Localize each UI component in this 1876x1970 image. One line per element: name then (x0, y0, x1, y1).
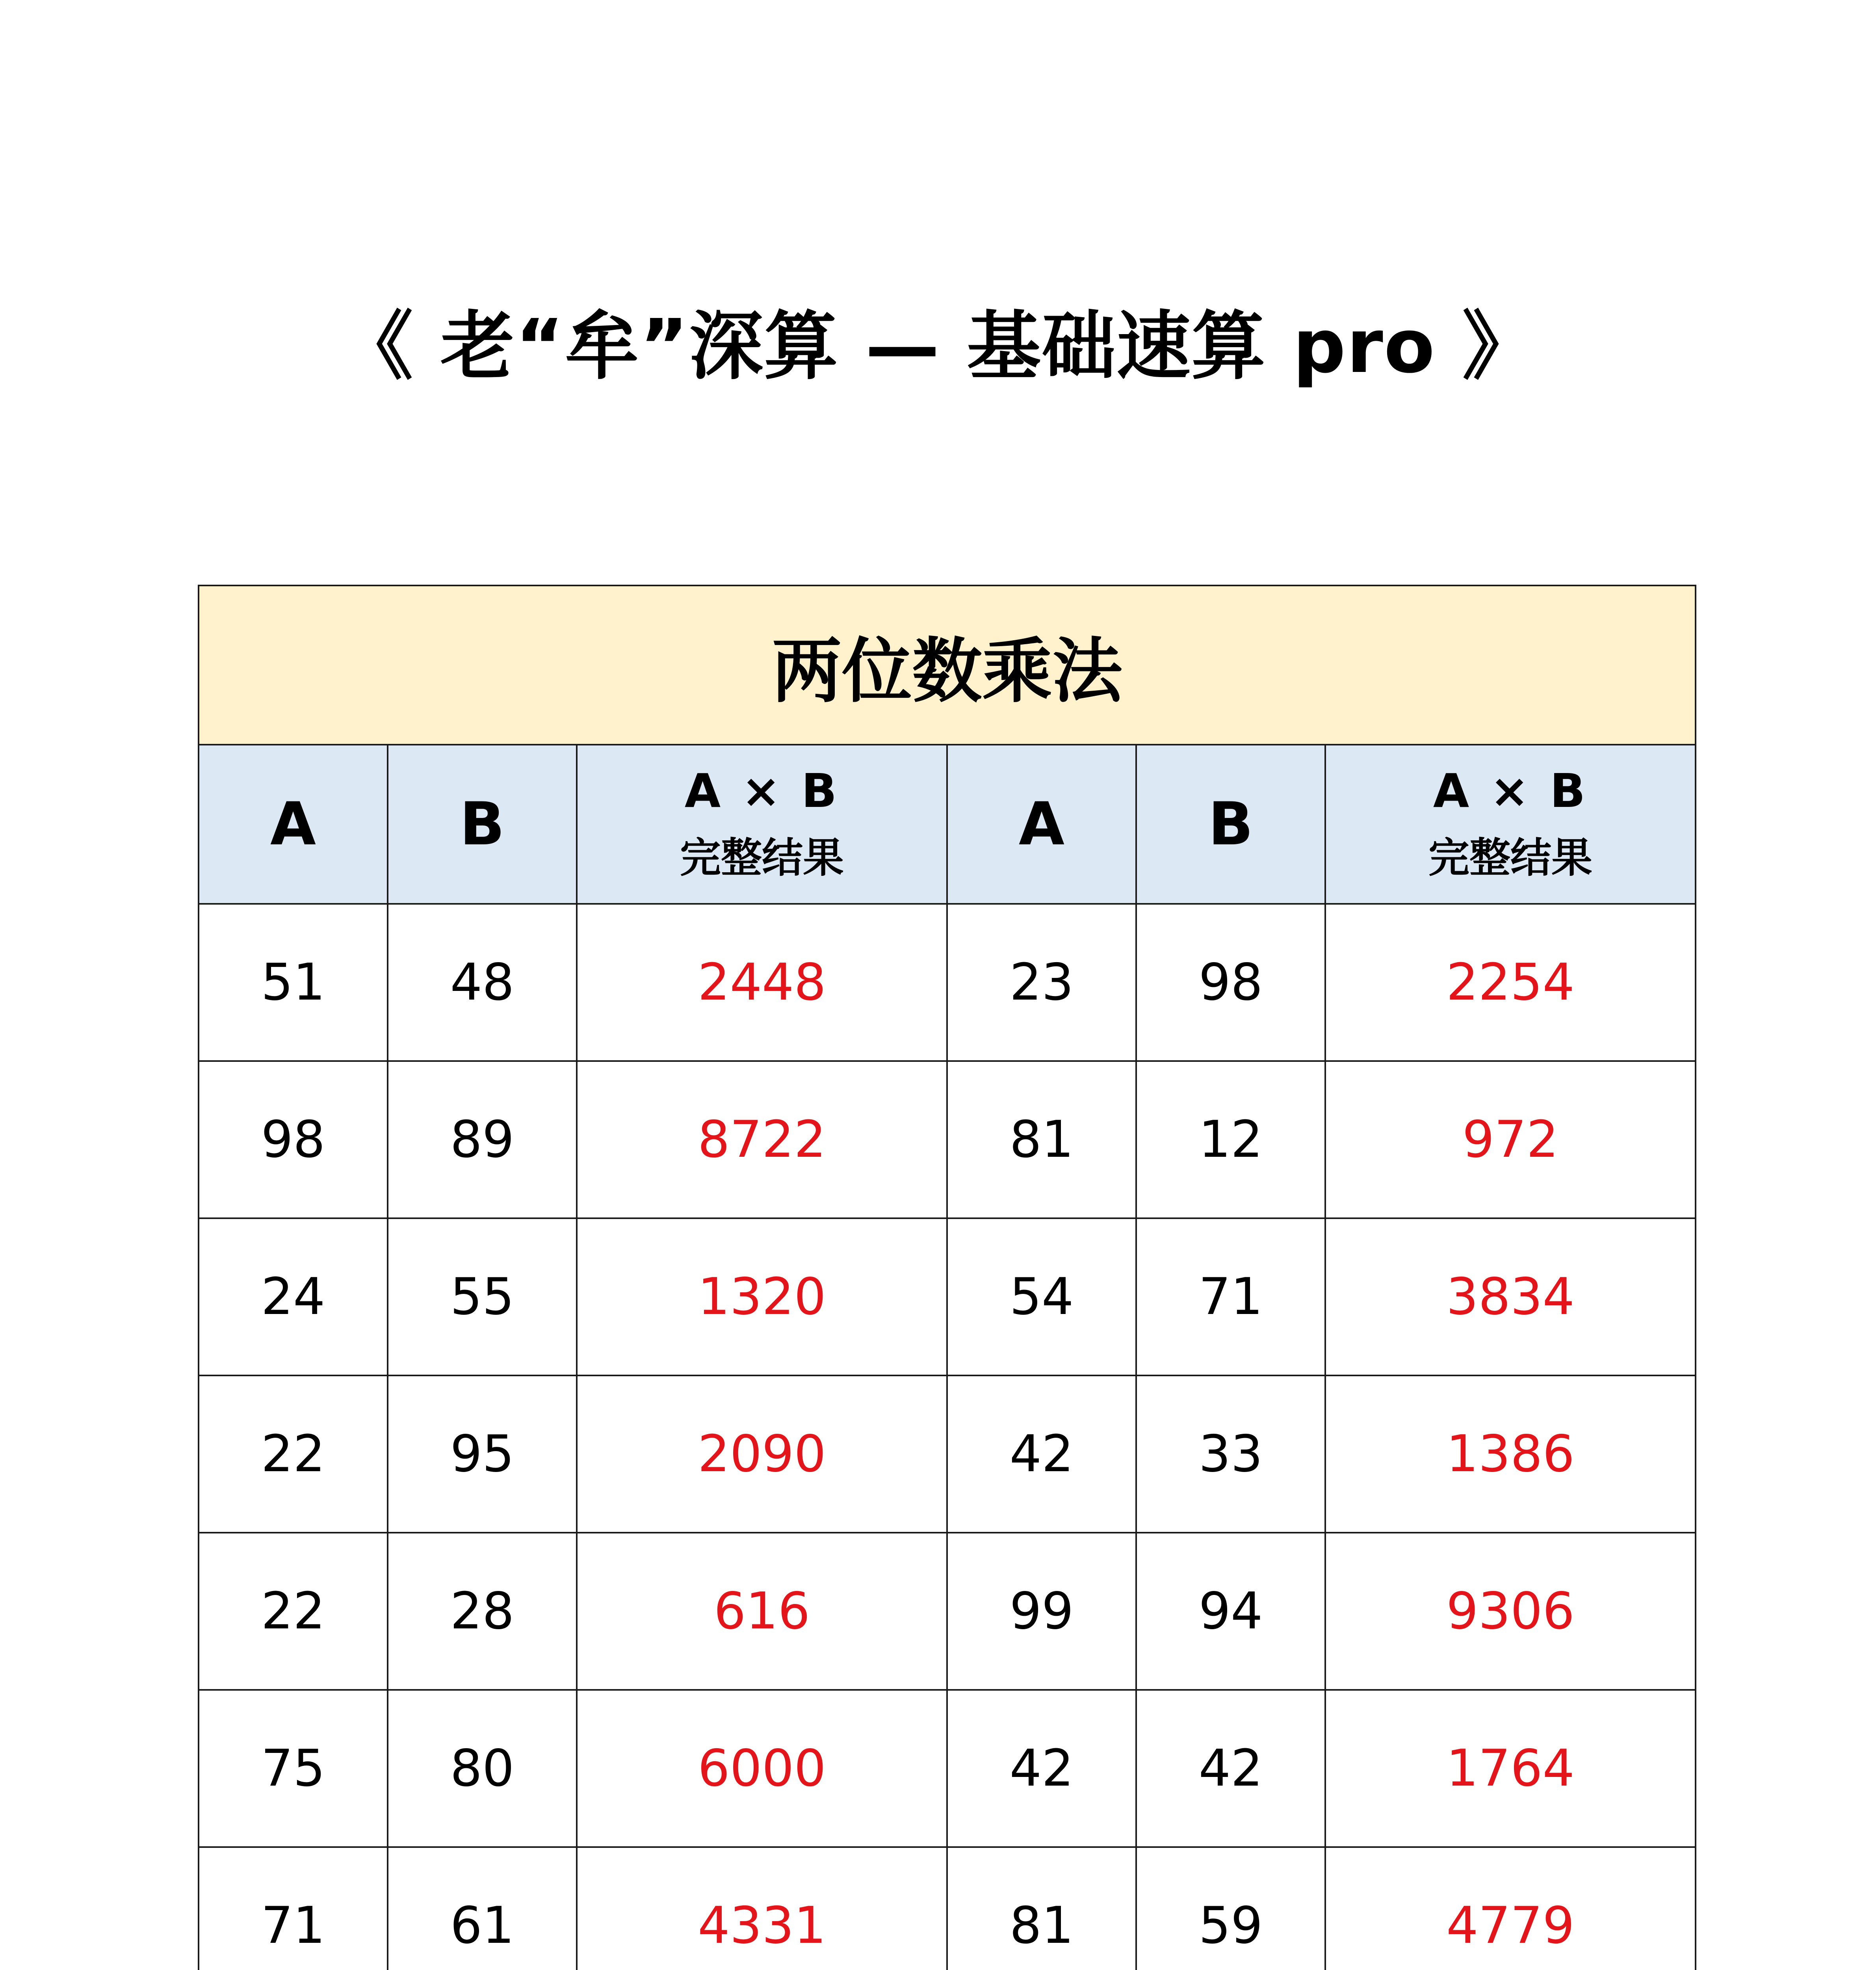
header-product-left (577, 745, 947, 904)
operand-b-right: 33 (1136, 1375, 1325, 1533)
operand-a-left: 51 (199, 904, 388, 1061)
operand-a-right: 54 (947, 1218, 1136, 1375)
operand-a-right: 99 (947, 1533, 1136, 1690)
table-caption-row (199, 585, 1696, 745)
operand-b-left: 95 (388, 1375, 577, 1533)
product-result-right: 2254 (1325, 904, 1696, 1061)
product-result-right: 972 (1325, 1061, 1696, 1218)
product-result-right: 9306 (1325, 1533, 1696, 1690)
operand-b-right: 12 (1136, 1061, 1325, 1218)
table-row (199, 1690, 1696, 1847)
operand-b-right: 71 (1136, 1218, 1325, 1375)
operand-b-left: 28 (388, 1533, 577, 1690)
operand-a-right: 23 (947, 904, 1136, 1061)
operand-b-right: 59 (1136, 1847, 1325, 1970)
product-result-right: 3834 (1325, 1218, 1696, 1375)
operand-a-right: 81 (947, 1847, 1136, 1970)
header-b-left: B (388, 745, 577, 904)
product-result-left: 616 (577, 1533, 947, 1690)
operand-a-left: 71 (199, 1847, 388, 1970)
operand-b-right: 42 (1136, 1690, 1325, 1847)
operand-b-right: 94 (1136, 1533, 1325, 1690)
product-result-left: 2090 (577, 1375, 947, 1533)
page-title: 《 老“牟”深算 — 基础速算 pro 》 (339, 303, 1537, 390)
header-a-left: A (199, 745, 388, 904)
operand-b-left: 48 (388, 904, 577, 1061)
operand-b-left: 80 (388, 1690, 577, 1847)
header-product-subtitle: 完整结果 (1428, 834, 1592, 882)
operand-a-left: 24 (199, 1218, 388, 1375)
operand-b-left: 61 (388, 1847, 577, 1970)
operand-a-right: 81 (947, 1061, 1136, 1218)
table-row (199, 1218, 1696, 1375)
product-result-left: 1320 (577, 1218, 947, 1375)
operand-a-left: 75 (199, 1690, 388, 1847)
table-row (199, 1061, 1696, 1218)
product-result-left: 6000 (577, 1690, 947, 1847)
product-result-right: 1764 (1325, 1690, 1696, 1847)
table-row (199, 1375, 1696, 1533)
product-result-left: 8722 (577, 1061, 947, 1218)
header-product-expression: A × B (684, 764, 840, 818)
table-caption: 两位数乘法 (199, 585, 1696, 745)
product-result-left: 2448 (577, 904, 947, 1061)
header-a-right: A (947, 745, 1136, 904)
multiplication-table (198, 585, 1696, 1970)
table-row (199, 904, 1696, 1061)
header-b-right: B (1136, 745, 1325, 904)
operand-a-left: 98 (199, 1061, 388, 1218)
product-result-right: 1386 (1325, 1375, 1696, 1533)
operand-a-right: 42 (947, 1375, 1136, 1533)
operand-a-left: 22 (199, 1533, 388, 1690)
product-result-right: 4779 (1325, 1847, 1696, 1970)
table-header-row (199, 745, 1696, 904)
product-result-left: 4331 (577, 1847, 947, 1970)
operand-b-left: 89 (388, 1061, 577, 1218)
header-product-right (1325, 745, 1696, 904)
table-row (199, 1533, 1696, 1690)
operand-b-left: 55 (388, 1218, 577, 1375)
operand-b-right: 98 (1136, 904, 1325, 1061)
operand-a-left: 22 (199, 1375, 388, 1533)
header-product-subtitle: 完整结果 (680, 834, 844, 882)
operand-a-right: 42 (947, 1690, 1136, 1847)
header-product-expression: A × B (1433, 764, 1588, 818)
table-row (199, 1847, 1696, 1970)
